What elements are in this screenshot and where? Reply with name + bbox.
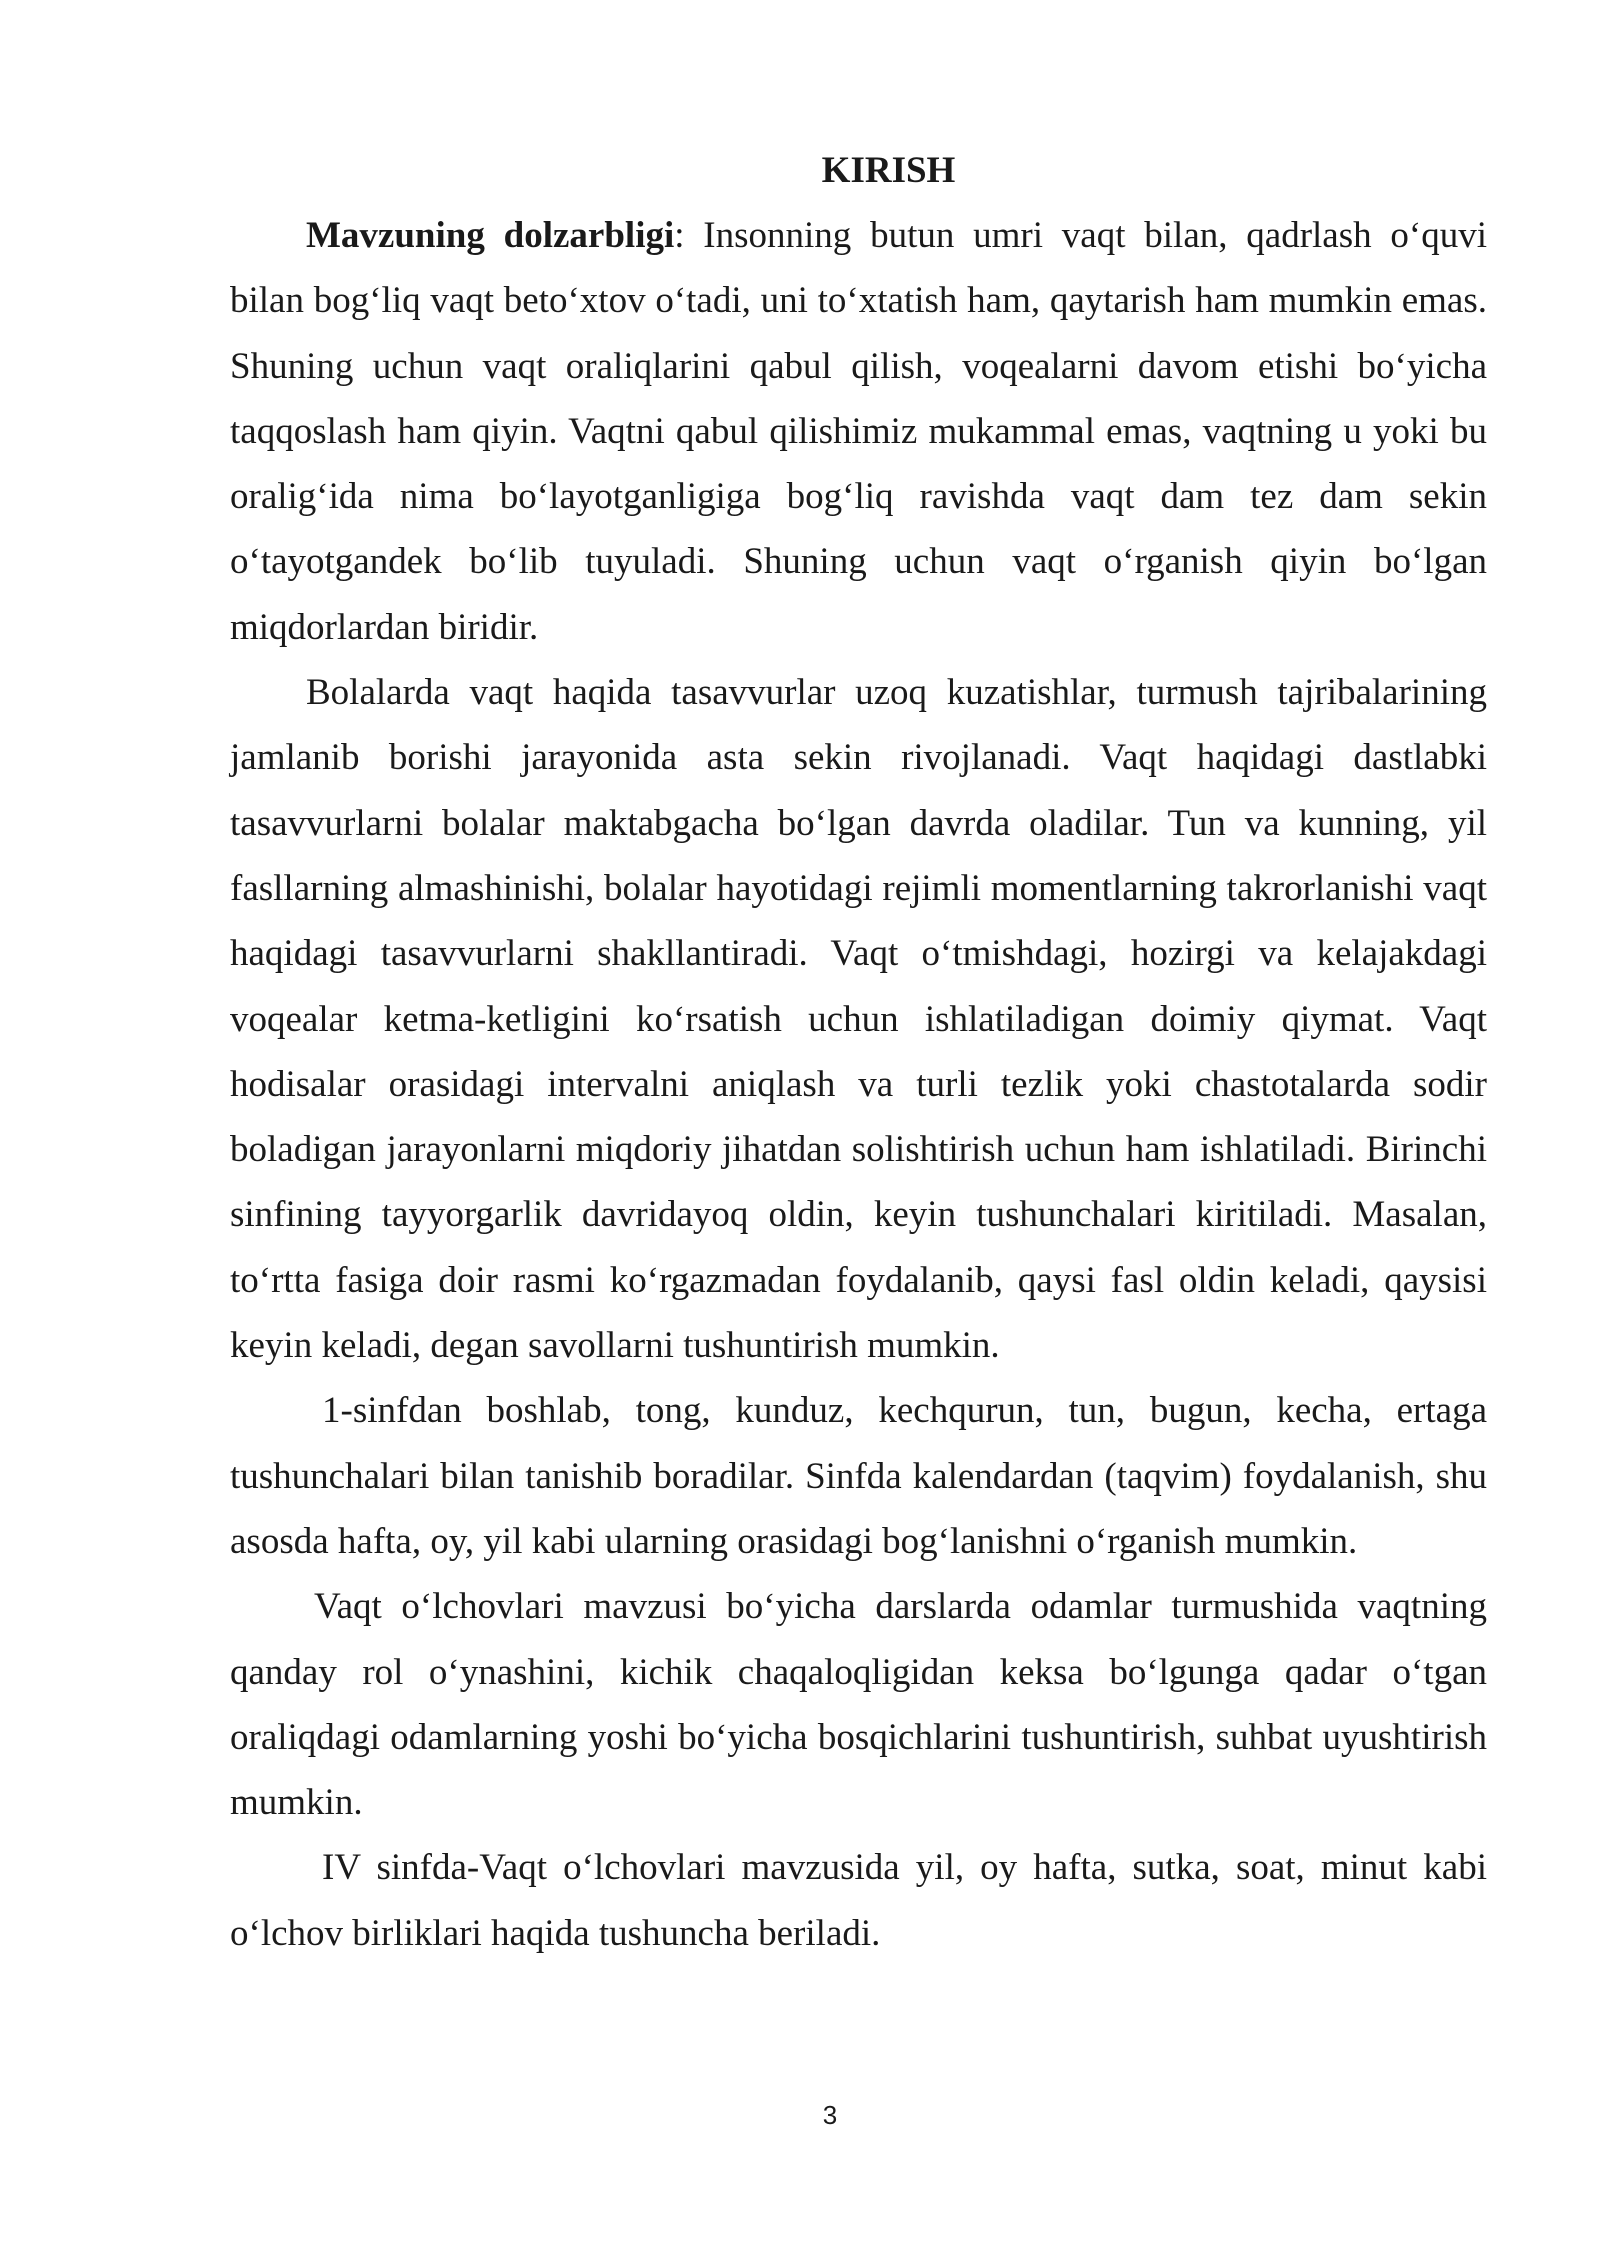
page-number: 3 bbox=[822, 2100, 838, 2130]
paragraph-early-concepts: Bolalarda vaqt haqida tasavvurlar uzoq kuzatishlar, turmush tajribalarining jamlanib borishi jarayonida asta sekin rivojlanadi. Vaqt haqidagi dastlabki tasavvurlarni bolalar maktabgacha bo‘lgan davrda oladilar. Tun va kunning, yil fasllarning almashinishi, bolalar hayotidagi rejimli momentlarning takrorlanishi vaqt haqidagi tasavvurlarni shakllantiradi. Vaqt o‘tmishdagi, hozirgi va kelajakdagi voqealar ketma-ketligini ko‘rsatish uchun ishlatiladigan doimiy qiymat. Vaqt hodisalar orasidagi intervalni aniqlash va turli tezlik yoki chastotalarda sodir boladigan jarayonlarni miqdoriy jihatdan solishtirish uchun ham ishlatiladi. Birinchi sinfining tayyorgarlik davridayoq oldin, keyin tushunchalari kiritiladi. Masalan, to‘rtta fasiga doir rasmi ko‘rgazmadan foydalanib, qaysi fasl oldin keladi, qaysisi keyin keladi, degan savollarni tushuntirish mumkin. bbox=[230, 672, 1487, 1367]
page-body bbox=[230, 138, 1487, 1966]
intro-paragraph bbox=[230, 203, 1487, 660]
intro-text: Insonning butun umri vaqt bilan, qadrlash o‘quvi bilan bog‘liq vaqt beto‘xtov o‘tadi, uni to‘xtatish ham, qaytarish ham mumkin emas. Shuning uchun vaqt oraliqlarini qabul qilish, voqealarni davom etishi bo‘yicha taqqoslash ham qiyin. Vaqtni qabul qilishimiz mukammal emas, vaqtning u yoki bu oralig‘ida nima bo‘layotganligiga bog‘liq ravishda vaqt dam tez dam sekin o‘tayotgandek bo‘lib tuyuladi. Shuning uchun vaqt o‘rganish qiyin bo‘lgan miqdorlardan biridir. bbox=[230, 215, 1487, 648]
intro-lead: Mavzuning dolzarbligi bbox=[306, 215, 675, 256]
paragraph-fourth-grade: IV sinfda-Vaqt o‘lchovlari mavzusida yil, oy hafta, sutka, soat, minut kabi o‘lchov birliklari haqida tushuncha beriladi. bbox=[230, 1847, 1487, 1954]
intro-separator: : bbox=[674, 215, 685, 256]
paragraph-first-grade: 1-sinfdan boshlab, tong, kunduz, kechqurun, tun, bugun, kecha, ertaga tushunchalari bilan tanishib boradilar. Sinfda kalendardan (taqvim) foydalanish, shu asosda hafta, oy, yil kabi ularning orasidagi bog‘lanishni o‘rganish mumkin. bbox=[230, 1390, 1487, 1562]
section-title: KIRISH bbox=[821, 150, 956, 191]
paragraph-time-measures: Vaqt o‘lchovlari mavzusi bo‘yicha darslarda odamlar turmushida vaqtning qanday rol o‘ynashini, kichik chaqaloqligidan keksa bo‘lgunga qadar o‘tgan oraliqdagi odamlarning yoshi bo‘yicha bosqichlarini tushuntirish, suhbat uyushtirish mumkin. bbox=[230, 1586, 1487, 1824]
